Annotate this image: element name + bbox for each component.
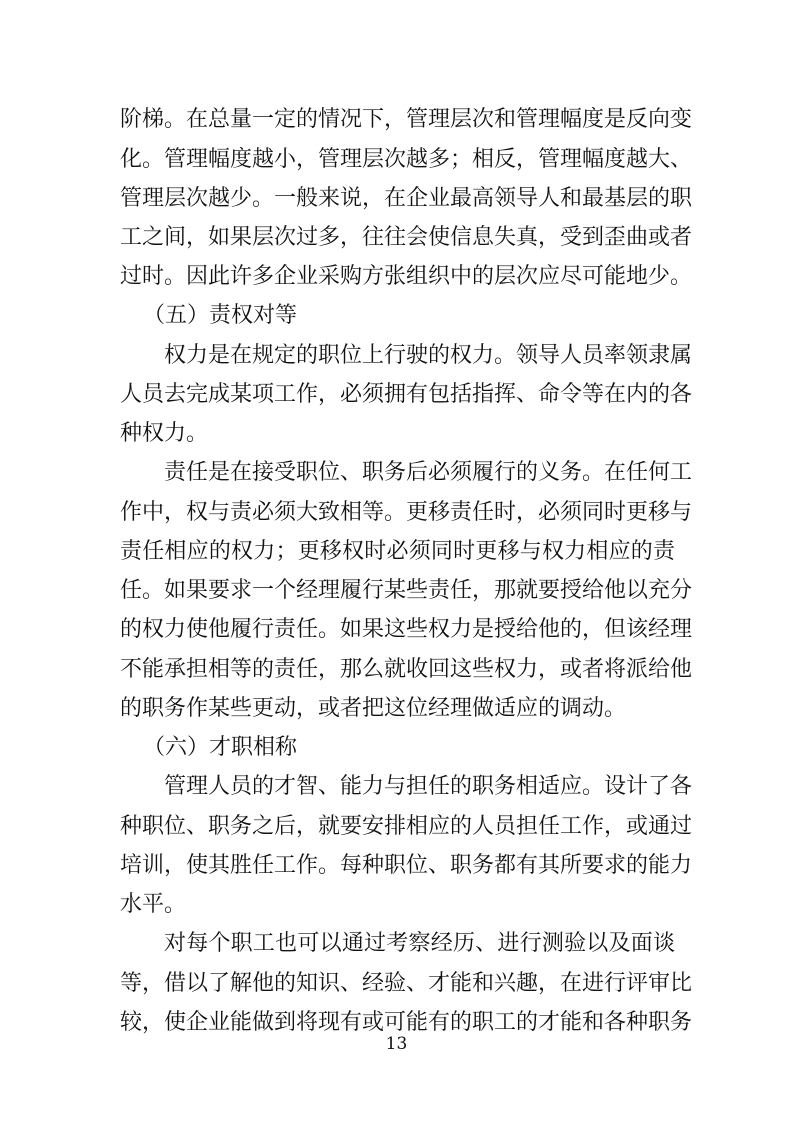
- section-heading: （六）才职相称: [143, 735, 298, 760]
- text-line: 化。管理幅度越小，管理层次越多；相反，管理幅度越大、: [120, 147, 693, 172]
- text-line: 工之间，如果层次过多，往往会使信息失真，受到歪曲或者: [120, 225, 693, 250]
- text-line: 的职务作某些更动，或者把这位经理做适应的调动。: [120, 696, 627, 721]
- text-line: 作中，权与责必须大致相等。更移责任时，必须同时更移与: [120, 500, 693, 525]
- text-line: 人员去完成某项工作，必须拥有包括指挥、命令等在内的各: [120, 382, 693, 407]
- text-line: 对每个职工也可以通过考察经历、进行测验以及面谈: [164, 931, 675, 956]
- section-heading: （五）责权对等: [143, 303, 298, 328]
- text-line: 责任是在接受职位、职务后必须履行的义务。在任何工: [164, 460, 693, 485]
- text-line: 责任相应的权力；更移权时必须同时更移与权力相应的责: [120, 539, 675, 564]
- text-line: 培训，使其胜任工作。每种职位、职务都有其所要求的能力: [120, 853, 693, 878]
- text-line: 任。如果要求一个经理履行某些责任，那就要授给他以充分: [120, 578, 693, 603]
- text-line: 水平。: [120, 892, 187, 917]
- text-line: 较，使企业能做到将现有或可能有的职工的才能和各种职务: [120, 1010, 693, 1035]
- text-line: 的权力使他履行责任。如果这些权力是授给他的，但该经理: [120, 617, 693, 642]
- text-line: 种权力。: [120, 421, 209, 446]
- text-line: 阶梯。在总量一定的情况下，管理层次和管理幅度是反向变: [120, 107, 693, 132]
- text-line: 权力是在规定的职位上行驶的权力。领导人员率领隶属: [164, 343, 693, 368]
- text-line: 管理层次越少。一般来说，在企业最高领导人和最基层的职: [120, 186, 693, 211]
- text-line: 种职位、职务之后，就要安排相应的人员担任工作，或通过: [120, 814, 693, 839]
- page-number: 13: [385, 1034, 408, 1054]
- text-line: 等，借以了解他的知识、经验、才能和兴趣，在进行评审比: [120, 971, 693, 996]
- text-line: 过时。因此许多企业采购方张组织中的层次应尽可能地少。: [120, 264, 693, 289]
- text-line: 管理人员的才智、能力与担任的职务相适应。设计了各: [164, 774, 693, 799]
- text-line: 不能承担相等的责任，那么就收回这些权力，或者将派给他: [120, 657, 693, 682]
